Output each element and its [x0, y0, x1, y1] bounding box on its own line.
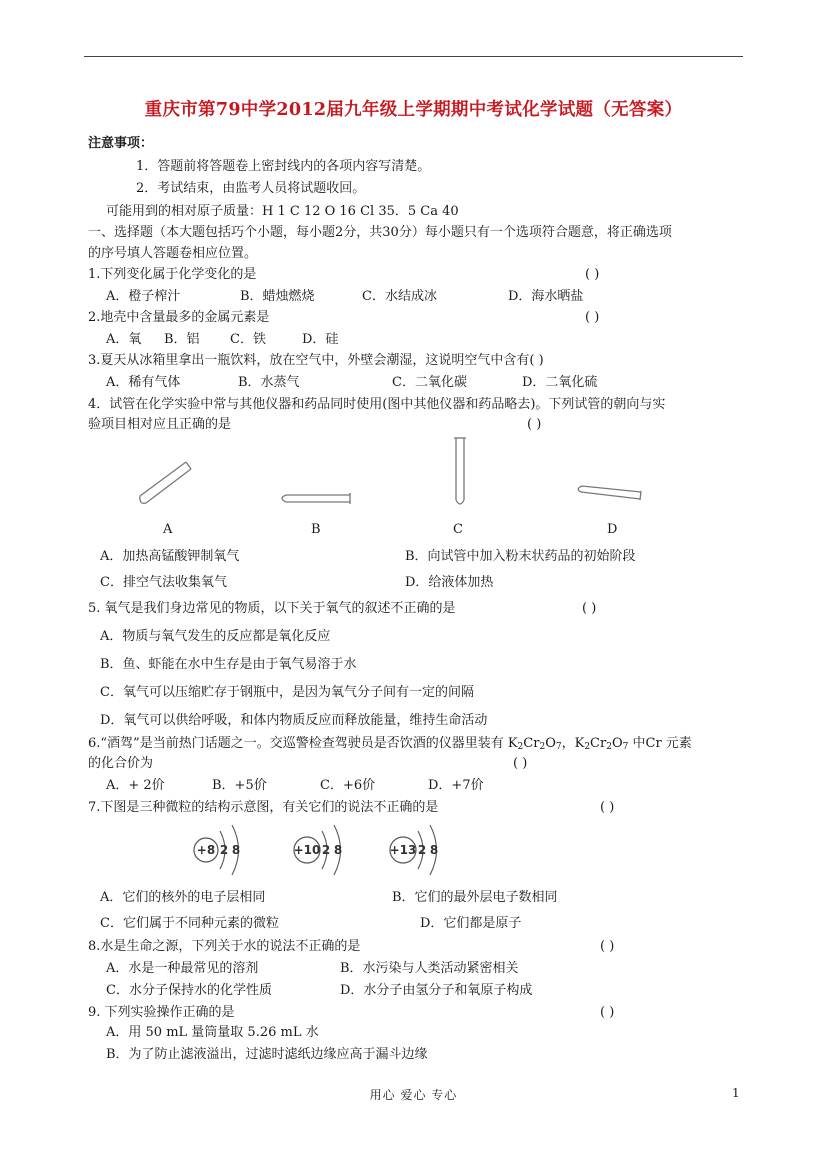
q7-stem: 7.下图是三种微粒的结构示意图，有关它们的说法不正确的是 [88, 800, 439, 815]
q1-option-c: C．水结成冰 [362, 289, 437, 304]
q2-stem: 2.地壳中含量最多的金属元素是 [88, 310, 270, 325]
page-number: 1 [732, 1086, 740, 1100]
tube-label-a: A [163, 522, 173, 537]
particle-1 [194, 825, 240, 875]
particle-3-shell-2: 8 [429, 843, 439, 857]
q4-option-d: D．给液体加热 [405, 575, 494, 590]
q6-option-a: A．+ 2价 [106, 778, 165, 793]
q3-option-d: D．二氧化硫 [522, 375, 598, 390]
q6-option-b: B．+5价 [212, 778, 267, 793]
q8-option-b: B．水污染与人类活动紧密相关 [340, 961, 519, 976]
particle-1-shell-2: 8 [231, 843, 241, 857]
notice-item-2: 2．考试结束，由监考人员将试题收回。 [136, 181, 366, 196]
q4-stem-line2: 验项目相对应且正确的是 [88, 417, 232, 432]
particle-2-shell-1: 2 [321, 843, 331, 857]
q1-option-b: B．蜡烛燃烧 [240, 289, 315, 304]
q3-option-c: C．二氧化碳 [392, 375, 467, 390]
q1-stem: 1.下列变化属于化学变化的是 [88, 267, 257, 282]
particle-2 [294, 825, 343, 875]
q6-option-d: D．+7价 [428, 778, 484, 793]
q4-option-b: B．向试管中加入粉末状药品的初始阶段 [405, 549, 636, 564]
notice-item-1: 1．答题前将答题卷上密封线内的各项内容写清楚。 [136, 159, 431, 174]
q8-answer-blank: ( ) [600, 939, 615, 954]
q5-option-b: B．鱼、虾能在水中生存是由于氧气易溶于水 [100, 657, 357, 672]
q6-answer-blank: ( ) [513, 756, 528, 771]
q8-option-c: C．水分子保持水的化学性质 [106, 983, 272, 998]
footer-motto: 用心 爱心 专心 [369, 1088, 458, 1102]
q5-option-d: D．氧气可以供给呼吸，和体内物质反应而释放能量，维持生命活动 [100, 713, 488, 728]
tube-label-c: C [453, 522, 463, 537]
q1-option-a: A．橙子榨汁 [106, 289, 181, 304]
section1-instruction-2: 的序号填人答题卷相应位置。 [88, 246, 258, 261]
q8-option-a: A．水是一种最常见的溶剂 [106, 961, 259, 976]
q3-stem: 3.夏天从冰箱里拿出一瓶饮料，放在空气中，外壁会潮湿，这说明空气中含有( ) [88, 353, 544, 368]
particle-3-shell-1: 2 [417, 843, 427, 857]
tube-label-b: B [311, 522, 321, 537]
notice-heading: 注意事项： [88, 136, 154, 151]
q5-stem: 5. 氧气是我们身边常见的物质，以下关于氧气的叙述不正确的是 [88, 601, 456, 616]
q2-option-b: B．铝 [164, 332, 200, 347]
q7-option-d: D．它们都是原子 [420, 916, 522, 931]
q7-option-b: B．它们的最外层电子数相同 [392, 890, 558, 905]
q3-option-a: A．稀有气体 [106, 375, 181, 390]
particle-3-nucleus: +13 [389, 843, 417, 857]
q9-option-a: A．用 50 mL 量筒量取 5.26 mL 水 [106, 1025, 319, 1040]
page-title: 重庆市第79中学2012届九年级上学期期中考试化学试题（无答案） [144, 100, 683, 120]
particle-1-nucleus: +8 [196, 843, 216, 857]
particle-3 [390, 825, 439, 875]
q8-option-d: D．水分子由氢分子和氧原子构成 [340, 983, 533, 998]
q6-option-c: C．+6价 [320, 778, 376, 793]
q5-option-a: A．物质与氧气发生的反应都是氧化反应 [100, 629, 331, 644]
q9-option-b: B．为了防止滤液溢出，过滤时滤纸边缘应高于漏斗边缘 [106, 1047, 428, 1062]
q4-stem-line1: 4．试管在化学实验中常与其他仪器和药品同时使用(图中其他仪器和药品略去)。下列试管的朝向与实 [88, 397, 666, 412]
q2-option-d: D．硅 [302, 332, 339, 347]
q2-option-a: A．氧 [106, 332, 142, 347]
particle-1-shell-1: 2 [219, 843, 229, 857]
q9-answer-blank: ( ) [600, 1005, 615, 1020]
particle-2-shell-2: 8 [333, 843, 343, 857]
section1-instruction-1: 一、选择题（本大题包括巧个小题，每小题2分，共30分）每小题只有一个选项符合题意，将正确选项 [88, 225, 672, 240]
q3-option-b: B．水蒸气 [238, 375, 300, 390]
q5-answer-blank: ( ) [582, 601, 597, 616]
q2-option-c: C．铁 [230, 332, 266, 347]
q6-stem-line1: 6.“酒驾”是当前热门话题之一。交巡警检查驾驶员是否饮酒的仪器里装有 $K_2Cr_2O_7$，$K_2Cr_2O_7$ 中Cr 元素 [88, 736, 692, 752]
q7-option-a: A．它们的核外的电子层相同 [100, 890, 266, 905]
q2-answer-blank: ( ) [585, 310, 600, 325]
q4-option-a: A．加热高锰酸钾制氧气 [100, 549, 240, 564]
q7-option-c: C．它们属于不同种元素的微粒 [100, 916, 279, 931]
q5-option-c: C．氧气可以压缩贮存于钢瓶中，是因为氧气分子间有一定的间隔 [100, 685, 474, 700]
tube-label-d: D [607, 522, 618, 537]
q8-stem: 8.水是生命之源，下列关于水的说法不正确的是 [88, 939, 361, 954]
q1-answer-blank: ( ) [585, 267, 600, 282]
particle-2-nucleus: +10 [293, 843, 321, 857]
q6-stem-line2: 的化合价为 [88, 756, 154, 771]
q9-stem: 9. 下列实验操作正确的是 [88, 1005, 235, 1020]
q4-answer-blank: ( ) [527, 417, 542, 432]
atomic-mass-line: 可能用到的相对原子质量：H 1 C 12 O 16 Cl 35．5 Ca 40 [106, 204, 459, 219]
q1-option-d: D．海水晒盐 [508, 289, 584, 304]
q7-answer-blank: ( ) [600, 800, 615, 815]
q4-option-c: C．排空气法收集氧气 [100, 575, 227, 590]
